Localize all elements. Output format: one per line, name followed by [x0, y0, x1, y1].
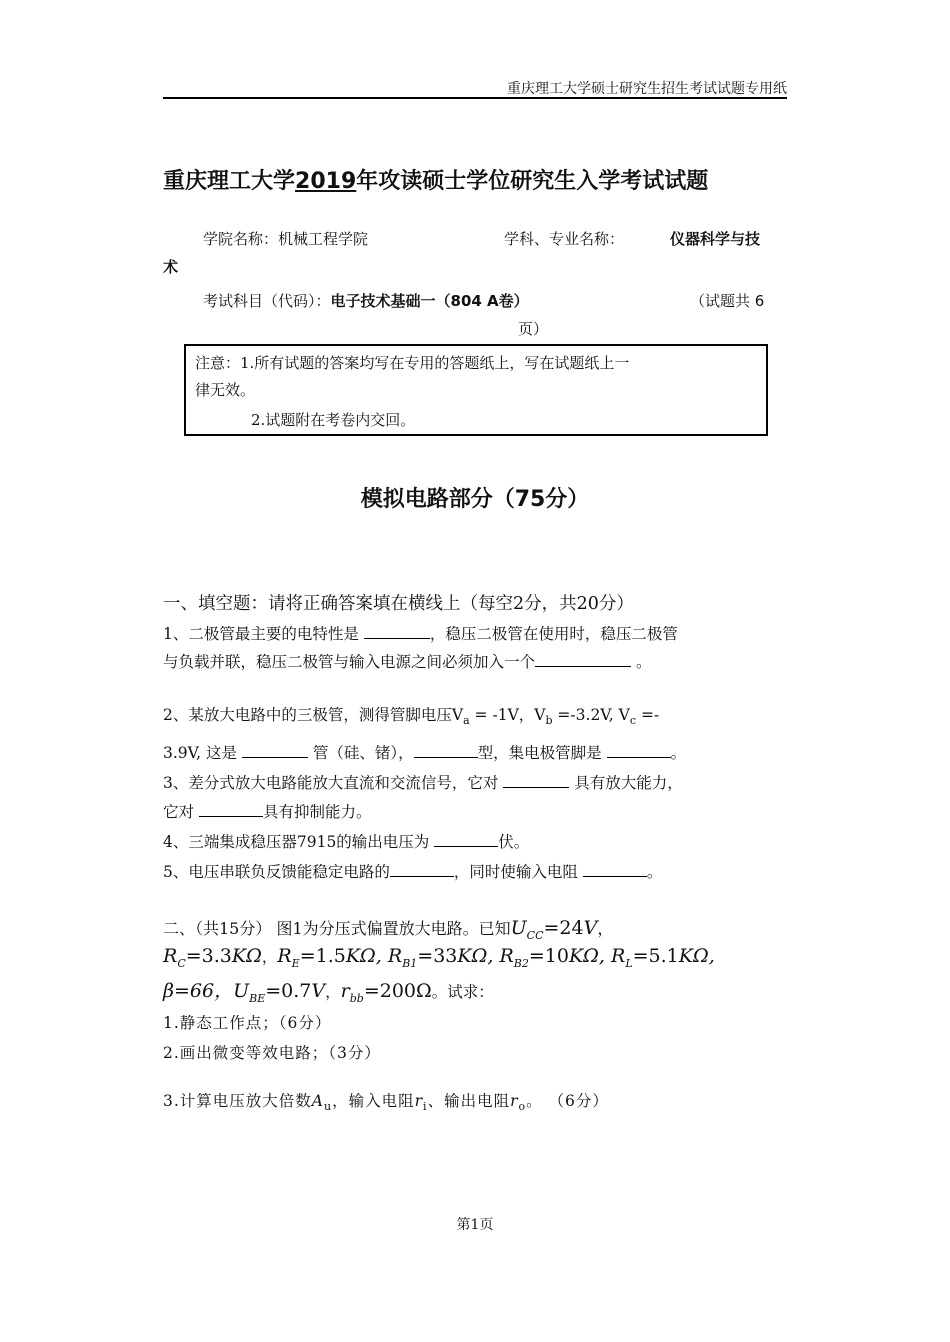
rl-sym: R [611, 945, 626, 967]
q1-text-d: 。 [635, 653, 652, 671]
ube-sym: U [233, 980, 250, 1002]
q2-text-d: =- [636, 706, 660, 724]
q5-line [163, 860, 662, 882]
re-sym: R [277, 945, 292, 967]
part2-params-line2: β=66，$U_{BE}=0.7V$，$r_{bb}=200\Omega$。试求： [163, 980, 494, 1005]
part2-params-line1: $R_C=3.3K\Omega$，$R_E=1.5K\Omega$, $R_{B1}=33K\Omega$, $R_{B2}=10K\Omega$, $R_L=5.1K\Omega$, [163, 945, 715, 970]
part2-sub2: 2.画出微变等效电路；（3分） [163, 1044, 381, 1062]
rc-sym: R [163, 945, 178, 967]
rc-formula [163, 945, 262, 970]
q1-line1 [163, 622, 678, 644]
rb1-sub: B1 [402, 956, 418, 970]
subject-label: 考试科目（代码）： [203, 292, 331, 310]
rbb-unit: Ω [416, 980, 432, 1002]
q2-text-b: = -1V，V [469, 706, 546, 724]
rb1-unit: KΩ [457, 945, 488, 967]
ucc-end: ， [597, 919, 614, 938]
q2-sub-c: c [629, 714, 637, 728]
q3-text-a: 3、差分式放大电路能放大直流和交流信号，它对 [163, 774, 499, 792]
rb2-formula [499, 945, 599, 970]
title-suffix: 年攻读硕士学位研究生入学考试试题 [356, 169, 709, 194]
part2-heading [163, 916, 613, 942]
au-sym: A [311, 1092, 324, 1110]
ube-unit: V [311, 980, 326, 1002]
beta-formula: β=66， [163, 980, 234, 1002]
sub3-text-b: ，输入电阻 [332, 1092, 415, 1110]
notice-box [184, 344, 768, 436]
rbb-sub: bb [349, 991, 364, 1005]
ube-val: =0.7 [265, 980, 312, 1002]
rl-formula [611, 945, 709, 970]
q4-text-b: 伏。 [498, 833, 530, 851]
q4-text-a: 4、三端集成稳压器7915的输出电压为 [163, 833, 430, 851]
college-value: 机械工程学院 [278, 230, 369, 248]
answer-blank[interactable] [607, 742, 671, 759]
answer-blank[interactable] [242, 742, 308, 759]
q2-text-e: 3.9V, 这是 [163, 744, 237, 762]
rc-unit: KΩ [231, 945, 262, 967]
part2-sub1: 1.静态工作点；（6分） [163, 1014, 332, 1032]
ri-sym: r [414, 1092, 424, 1110]
rl-sub: L [625, 956, 633, 970]
q5-text-c: 。 [646, 863, 663, 881]
q2-text-c: =-3.2V, V [552, 706, 630, 724]
ucc-sym: U [510, 917, 527, 939]
major-value-cont: 术 [163, 258, 179, 276]
au-sub: u [324, 1100, 333, 1114]
ro-sub: o [518, 1100, 527, 1114]
major-value: 仪器科学与技 [670, 230, 761, 248]
q3-line1 [163, 771, 683, 793]
rbb-val: =200 [363, 980, 416, 1002]
answer-blank[interactable] [364, 623, 430, 640]
rl-val: =5.1 [632, 945, 679, 967]
q2-text-h: 。 [670, 744, 687, 762]
notice-line-3: 2.试题附在考卷内交回。 [251, 411, 416, 429]
rb1-formula [387, 945, 488, 970]
sub3-text-a: 3.计算电压放大倍数 [163, 1092, 312, 1110]
re-formula [277, 945, 376, 970]
re-sub: E [291, 956, 300, 970]
q3-text-c: 它对 [163, 803, 195, 821]
subject-value: 电子技术基础一（804 A卷） [330, 292, 529, 310]
q2-sub-b: b [545, 714, 553, 728]
answer-blank[interactable] [503, 772, 569, 789]
q1-line2 [163, 650, 651, 672]
q5-text-b: ，同时使输入电阻 [453, 863, 578, 881]
rl-unit: KΩ [678, 945, 709, 967]
title-prefix: 重庆理工大学 [163, 169, 296, 194]
answer-blank[interactable] [414, 742, 478, 759]
header-rule [163, 97, 787, 99]
q2-text-g: 型，集电极管脚是 [477, 744, 602, 762]
ube-formula [233, 980, 326, 1005]
rc-sub: C [177, 956, 186, 970]
page-number: 第1页 [456, 1217, 494, 1233]
answer-blank[interactable] [583, 861, 647, 878]
rb2-sym: R [499, 945, 514, 967]
title-year: 2019 [295, 169, 357, 194]
ucc-unit: V [583, 917, 598, 939]
answer-blank[interactable] [199, 801, 263, 818]
ri-sub: i [423, 1100, 428, 1114]
rbb-sym: r [340, 980, 350, 1002]
rc-val: =3.3 [185, 945, 232, 967]
ucc-formula [510, 917, 598, 942]
q2-line1 [163, 703, 659, 727]
q2-sub-a: a [463, 714, 470, 728]
running-header: 重庆理工大学硕士研究生招生考试试题专用纸 [507, 81, 787, 97]
answer-blank[interactable] [535, 651, 631, 668]
college-label: 学院名称： [203, 230, 279, 248]
exam-title [163, 164, 708, 195]
rb1-sym: R [387, 945, 403, 967]
q2-line2 [163, 741, 686, 763]
q1-text-b: ，稳压二极管在使用时，稳压二极管 [429, 625, 678, 643]
answer-blank[interactable] [434, 831, 498, 848]
ube-sub: BE [249, 991, 266, 1005]
college-line [203, 228, 368, 249]
section-title: 模拟电路部分（75分） [360, 487, 590, 512]
ro-sym: r [510, 1092, 519, 1110]
re-unit: KΩ [345, 945, 376, 967]
ucc-sub: CC [526, 928, 544, 942]
rb2-unit: KΩ [568, 945, 599, 967]
q2-text-f: 管（硅、锗）， [312, 744, 414, 762]
sub3-text-d: 。 （6分） [526, 1092, 609, 1110]
q1-text-c: 与负载并联，稳压二极管与输入电源之间必须加入一个 [163, 653, 536, 671]
ucc-val: =24 [543, 917, 584, 939]
q5-text-a: 5、电压串联负反馈能稳定电路的 [163, 863, 390, 881]
notice-line-2: 律无效。 [195, 381, 256, 399]
q3-text-b: 具有放大能力， [574, 774, 683, 792]
part2-sub3 [163, 1089, 609, 1113]
rbb-formula [340, 980, 432, 1005]
major-label: 学科、专业名称： [504, 230, 625, 248]
rb1-val: =33 [417, 945, 458, 967]
q2-text-a: 2、某放大电路中的三极管，测得管脚电压V [163, 706, 464, 724]
rb2-sub: B2 [513, 956, 529, 970]
part2-ending: 。试求： [431, 983, 494, 1001]
answer-blank[interactable] [390, 861, 454, 878]
subject-line [203, 290, 529, 311]
part1-heading: 一、填空题：请将正确答案填在横线上（每空2分，共20分） [163, 594, 634, 614]
re-val: =1.5 [299, 945, 346, 967]
q4-line [163, 830, 529, 852]
page-count: （试题共 6 [690, 292, 765, 310]
page-count-cont: 页） [518, 320, 549, 338]
rb2-val: =10 [528, 945, 569, 967]
q3-line2 [163, 800, 371, 822]
part2-heading-text: 二、（共15分） 图1为分压式偏置放大电路。已知 [163, 919, 511, 938]
q3-text-d: 具有抑制能力。 [262, 803, 372, 821]
q1-text-a: 1、二极管最主要的电特性是 [163, 625, 359, 643]
notice-line-1: 注意：1.所有试题的答案均写在专用的答题纸上，写在试题纸上一 [195, 354, 630, 372]
sub3-text-c: 、输出电阻 [427, 1092, 511, 1110]
